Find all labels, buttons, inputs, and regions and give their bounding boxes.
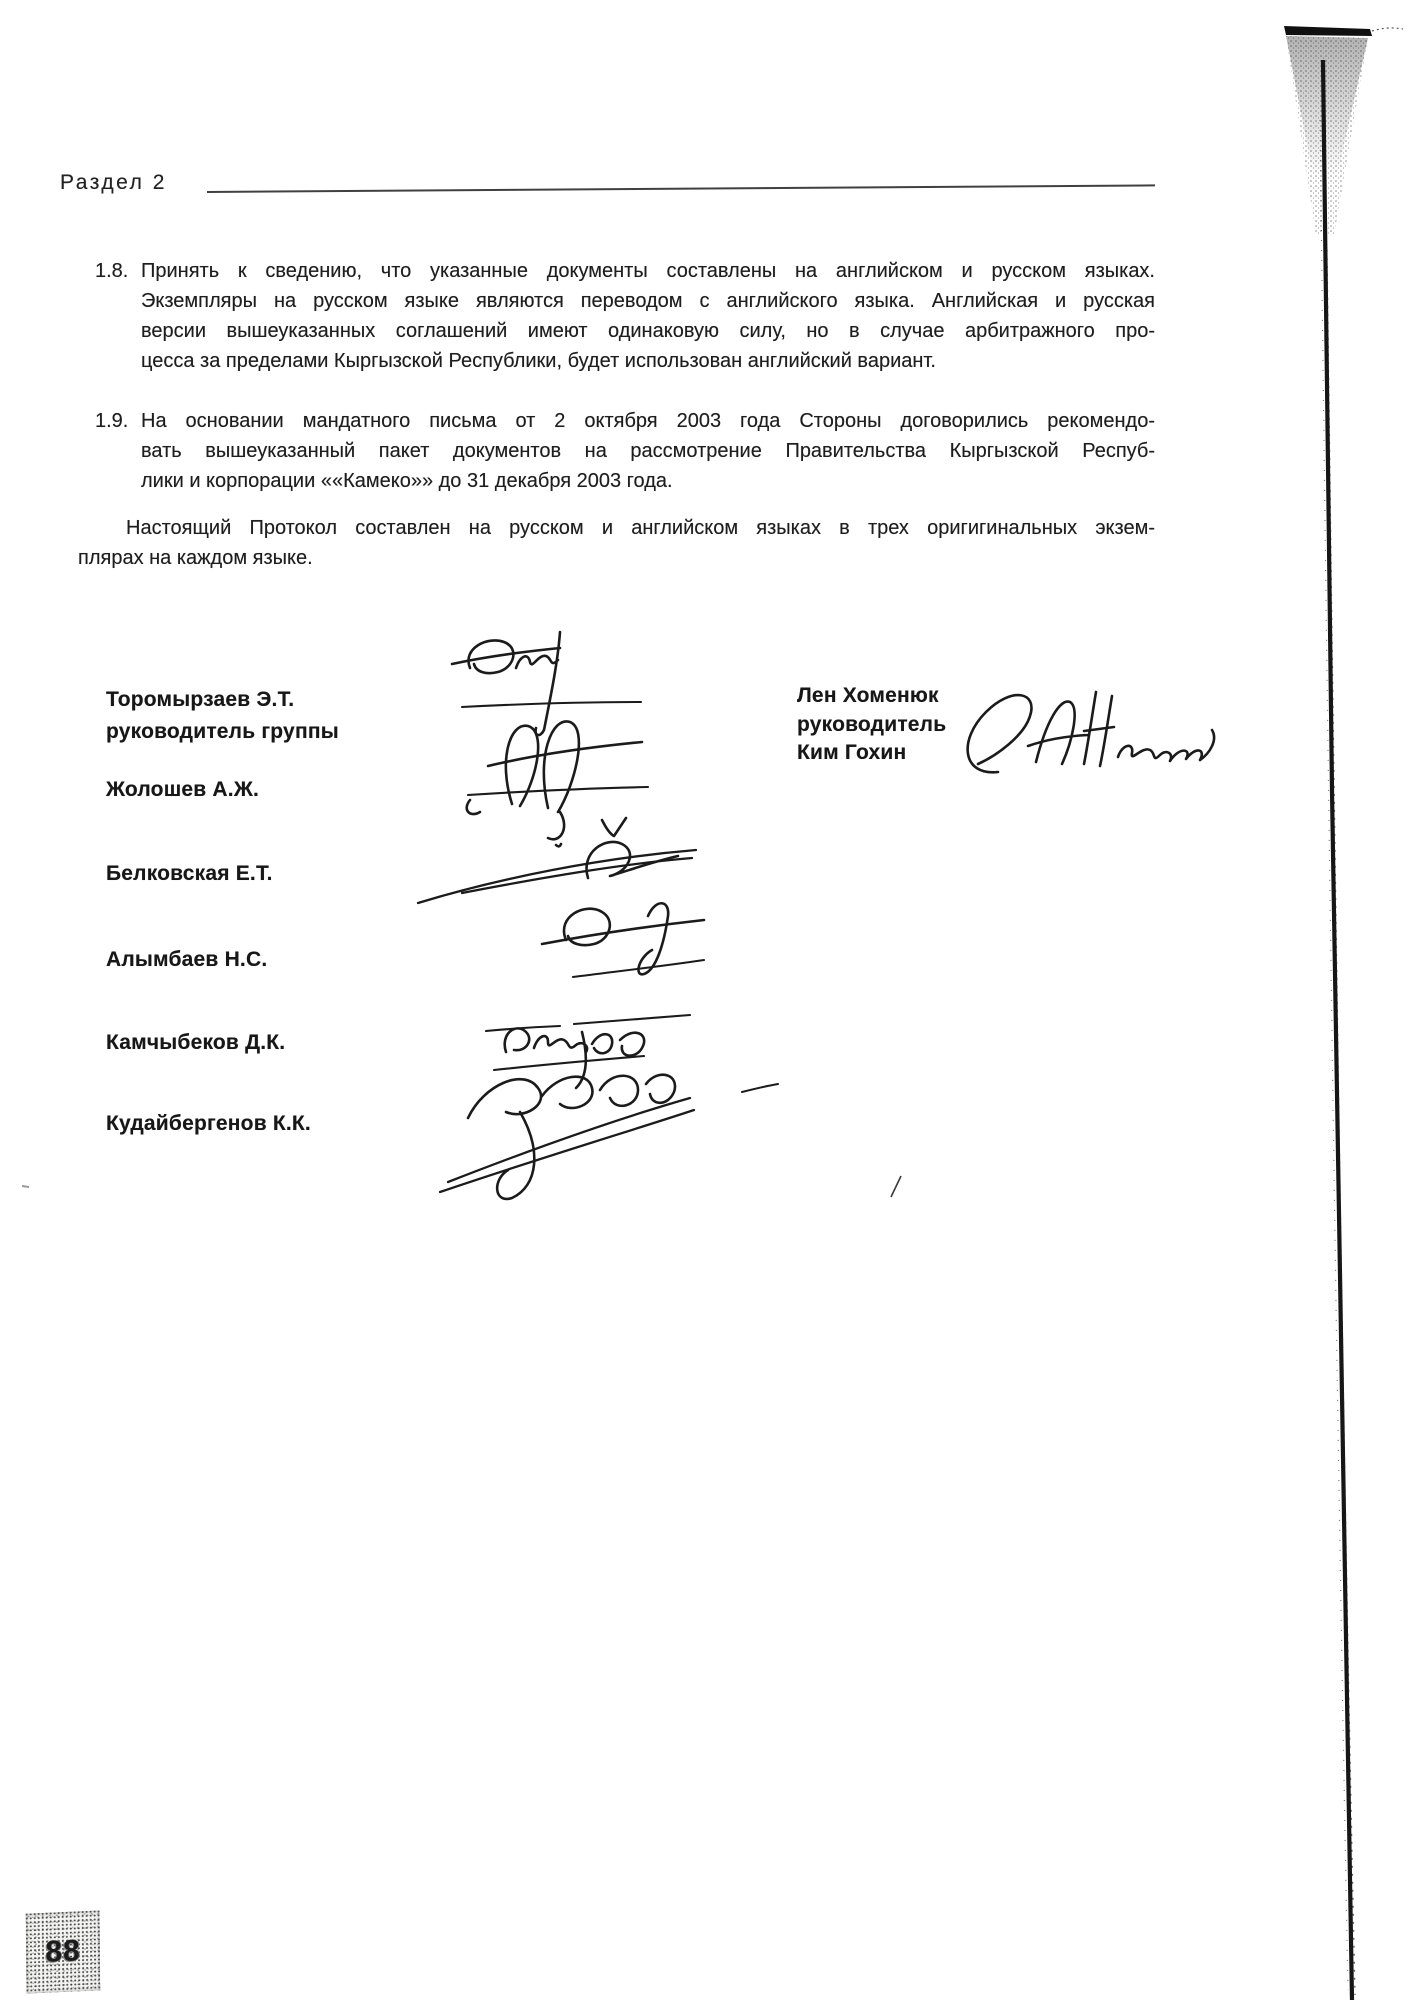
signer-name-zholoshev: Жолошев А.Ж. xyxy=(106,778,260,801)
paragraph-number-1-8: 1.8. xyxy=(95,260,129,282)
signer-name-toromyrzaev: Торомырзаев Э.Т. xyxy=(106,688,295,711)
header-rule xyxy=(207,184,1155,193)
signer-name-belkovskaya: Белковская Е.Т. xyxy=(106,862,273,885)
paragraph-1-8 xyxy=(141,256,1155,376)
scan-blotch-fade xyxy=(1286,36,1368,180)
signature-khomeniuk xyxy=(968,692,1214,772)
page-number-stamp xyxy=(26,1910,101,1993)
signer-name-kamchybekov: Камчыбеков Д.К. xyxy=(106,1031,286,1054)
paragraph-number-1-9: 1.9. xyxy=(95,410,129,432)
slash-artifact xyxy=(891,1176,901,1197)
scan-blotch-whisker xyxy=(1372,28,1403,31)
signer-name-kudaibergenov: Кудайбергенов К.К. xyxy=(106,1112,311,1135)
scan-line-noise xyxy=(1327,250,1355,1995)
right-signer-name: Ким Гохин xyxy=(797,741,907,764)
paragraph-line: цесса за пределами Кыргызской Республики, будет использован английский вариант. xyxy=(141,350,936,372)
signer-title-toromyrzaev: руководитель группы xyxy=(106,720,339,743)
paragraph-line: Настоящий Протокол составлен на русском и английском языках в трех оригигинальных экзем- xyxy=(126,517,1155,539)
paragraph-line: вать вышеуказанный пакет документов на рассмотрение Правительства Кыргызской Респуб- xyxy=(141,440,1155,462)
right-signer-name: Лен Хоменюк xyxy=(797,684,939,707)
signature-kudaibergenov xyxy=(440,1075,778,1199)
paragraph-line: Экземпляры на русском языке являются переводом с английского языка. Английская и русская xyxy=(141,290,1155,312)
left-margin-speck xyxy=(22,1186,29,1187)
right-signer-block xyxy=(797,682,946,768)
paragraph-line: плярах на каждом языке. xyxy=(78,547,313,569)
right-signer-title: руководитель xyxy=(797,712,947,736)
scan-vertical-line xyxy=(1323,60,1352,2000)
scan-line-noise xyxy=(1320,120,1348,1990)
signature-alymbaev xyxy=(542,903,704,977)
signature-zholoshev xyxy=(467,721,648,846)
closing-paragraph xyxy=(78,513,1155,573)
pen-dash-artifact xyxy=(742,1084,778,1092)
scan-blotch-bar xyxy=(1284,26,1372,36)
signature-toromyrzaev xyxy=(452,632,641,735)
paragraph-line: Принять к сведению, что указанные документы составлены на английском и русском языках. xyxy=(141,260,1155,282)
paragraph-line: лики и корпорации ««Камеко»» до 31 декабря 2003 года. xyxy=(141,470,673,492)
paragraph-line: На основании мандатного письма от 2 октября 2003 года Стороны договорились рекомендо- xyxy=(141,410,1155,432)
signer-name-alymbaev: Алымбаев Н.С. xyxy=(106,948,268,971)
section-label: Раздел 2 xyxy=(60,171,167,194)
signature-kamchybekov xyxy=(486,1015,690,1088)
paragraph-line: версии вышеуказанных соглашений имеют одинаковую силу, но в случае арбитражного про- xyxy=(141,320,1155,342)
scan-blotch-speckle xyxy=(1286,36,1368,235)
signature-belkovskaya xyxy=(418,818,696,903)
paragraph-1-9 xyxy=(141,406,1155,496)
page-number: 88 xyxy=(45,1934,81,1969)
